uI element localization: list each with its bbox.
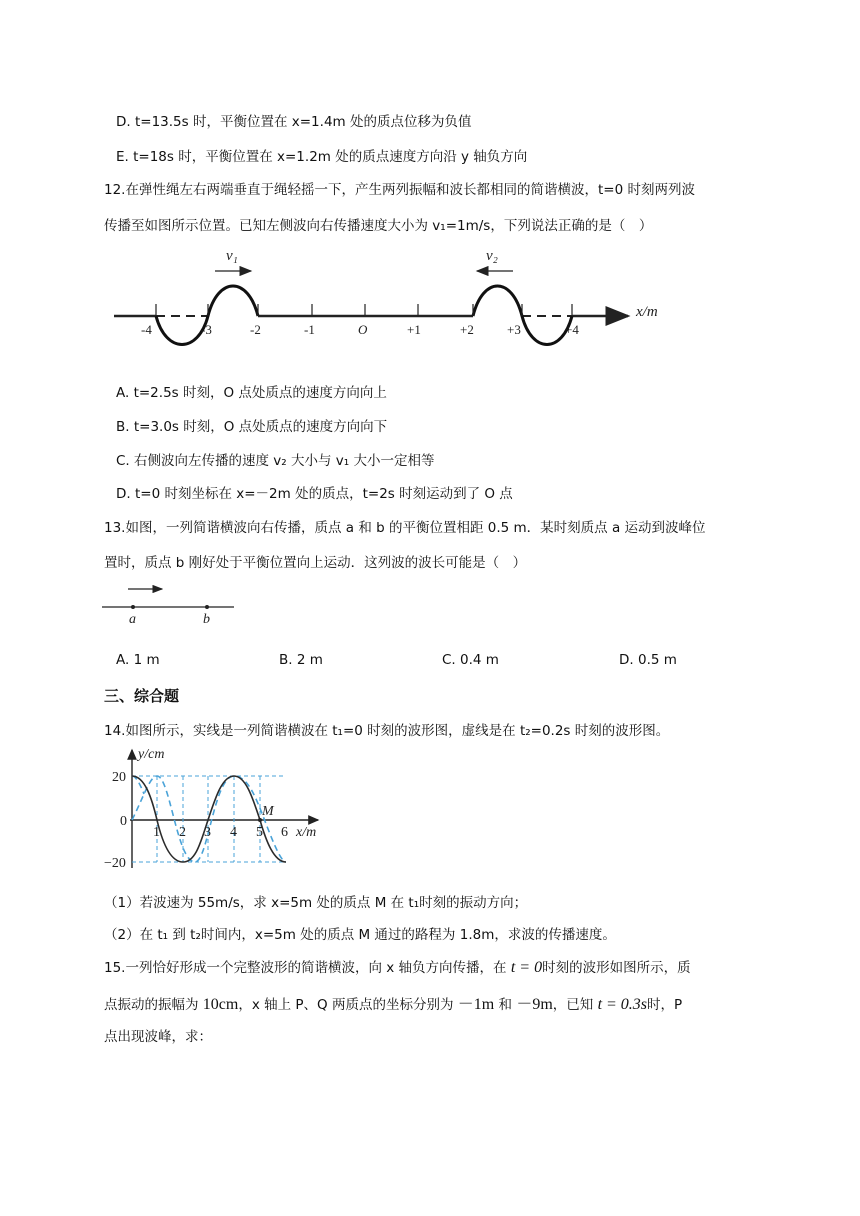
- q15-line3: 点出现波峰，求：: [104, 1029, 212, 1045]
- q12-v1-label: v₁: [226, 248, 238, 264]
- q12-axis-label: x/m: [636, 304, 658, 320]
- q13-option-d: D. 0.5 m: [619, 652, 677, 668]
- q14-x-tick: 6: [281, 825, 288, 840]
- q12-tick-label: +1: [407, 322, 421, 337]
- q13-label-a: a: [129, 612, 136, 627]
- q12-option-d: D. t=0 时刻坐标在 x=－2m 处的质点，t=2s 时刻运动到了 O 点: [116, 486, 513, 502]
- q12-tick-label: +2: [460, 322, 474, 337]
- q15-line2-text-e: 时，P: [647, 997, 683, 1013]
- q12-tick-label: -2: [250, 322, 261, 337]
- q15-math-time: t = 0.3s: [597, 996, 648, 1013]
- q14-x-tick: 2: [179, 825, 186, 840]
- q12-tick-label: -1: [304, 322, 315, 337]
- q15-line2-text-d: ，已知: [552, 997, 598, 1013]
- q13-stem-line1: 13.如图，一列简谐横波向右传播，质点 a 和 b 的平衡位置相距 0.5 m．某时刻质点 a 运动到波峰位: [104, 520, 706, 536]
- q13-label-b: b: [203, 612, 210, 627]
- q14-wave-figure: [100, 744, 340, 874]
- q13-stem-line2: 置时，质点 b 刚好处于平衡位置向上运动．这列波的波长可能是（ ）: [104, 555, 527, 571]
- q14-solid-wave: [132, 776, 286, 862]
- q11-option-d: D. t=13.5s 时，平衡位置在 x=1.4m 处的质点位移为负值: [116, 114, 472, 130]
- q14-y-tick: −20: [104, 856, 126, 871]
- q14-x-tick: 5: [256, 825, 263, 840]
- q14-x-tick: 3: [204, 825, 211, 840]
- q14-x-tick: 1: [153, 825, 160, 840]
- q12-stem-line2: 传播至如图所示位置。已知左侧波向右传播速度大小为 v₁=1m/s，下列说法正确的是（ ）: [104, 218, 653, 234]
- q12-tick-label: O: [358, 322, 368, 337]
- q13-option-c: C. 0.4 m: [442, 652, 499, 668]
- q14-point-m-label: M: [262, 804, 274, 819]
- q14-part1: （1）若波速为 55m/s，求 x=5m 处的质点 M 在 t₁时刻的振动方向；: [104, 895, 528, 911]
- q13-option-b: B. 2 m: [279, 652, 323, 668]
- q14-y-axis-label: y/cm: [138, 747, 165, 762]
- q13-point-a: [131, 605, 135, 609]
- q12-ticks: [156, 304, 572, 316]
- q15-math-q-coord: －9m: [516, 996, 553, 1013]
- q15-line2: [104, 991, 682, 1014]
- q12-tick-label: -4: [141, 322, 152, 337]
- q15-line2-text-c: 和: [494, 997, 517, 1013]
- q12-option-c: C. 右侧波向左传播的速度 v₂ 大小与 v₁ 大小一定相等: [116, 453, 435, 469]
- q14-y-tick: 0: [120, 814, 127, 829]
- q14-x-axis-label: x/m: [296, 825, 317, 840]
- q15-line2-text-a: 点振动的振幅为: [104, 997, 203, 1013]
- q12-v2-label: v₂: [486, 248, 498, 264]
- q12-option-a: A. t=2.5s 时刻，O 点处质点的速度方向向上: [116, 385, 387, 401]
- section-title: 三、综合题: [104, 687, 180, 705]
- q12-option-b: B. t=3.0s 时刻，O 点处质点的速度方向向下: [116, 419, 388, 435]
- q12-stem-line1: 12.在弹性绳左右两端垂直于绳轻摇一下，产生两列振幅和波长都相同的简谐横波，t=0 时刻两列波: [104, 182, 695, 198]
- q15-line1-text-a: 15.一列恰好形成一个完整波形的简谐横波，向 x 轴负方向传播，在: [104, 960, 511, 976]
- q14-stem: 14.如图所示，实线是一列简谐横波在 t₁=0 时刻的波形图，虚线是在 t₂=0.2s 时刻的波形图。: [104, 723, 670, 739]
- q12-tick-label: -3: [201, 322, 212, 337]
- q12-tick-label: +3: [507, 322, 521, 337]
- q13-figure: [100, 580, 240, 628]
- q14-part2: （2）在 t₁ 到 t₂时间内，x=5m 处的质点 M 通过的路程为 1.8m，求波的传播速度。: [104, 927, 616, 943]
- q14-x-tick: 4: [230, 825, 237, 840]
- q15-math-amplitude: 10cm: [202, 996, 239, 1013]
- q13-option-a: A. 1 m: [116, 652, 160, 668]
- q12-tick-label: +4: [565, 322, 579, 337]
- q15-line1: [104, 956, 691, 977]
- q11-option-e: E. t=18s 时，平衡位置在 x=1.2m 处的质点速度方向沿 y 轴负方向: [116, 149, 528, 165]
- q15-line1-text-b: 时刻的波形如图所示，质: [542, 960, 691, 976]
- q12-wave-figure: [108, 242, 668, 360]
- q15-math-t0: t = 0: [510, 959, 543, 976]
- q15-line2-text-b: ，x 轴上 P、Q 两质点的坐标分别为: [238, 997, 458, 1013]
- q13-point-b: [205, 605, 209, 609]
- q15-math-p-coord: －1m: [457, 996, 495, 1013]
- q14-y-tick: 20: [112, 770, 126, 785]
